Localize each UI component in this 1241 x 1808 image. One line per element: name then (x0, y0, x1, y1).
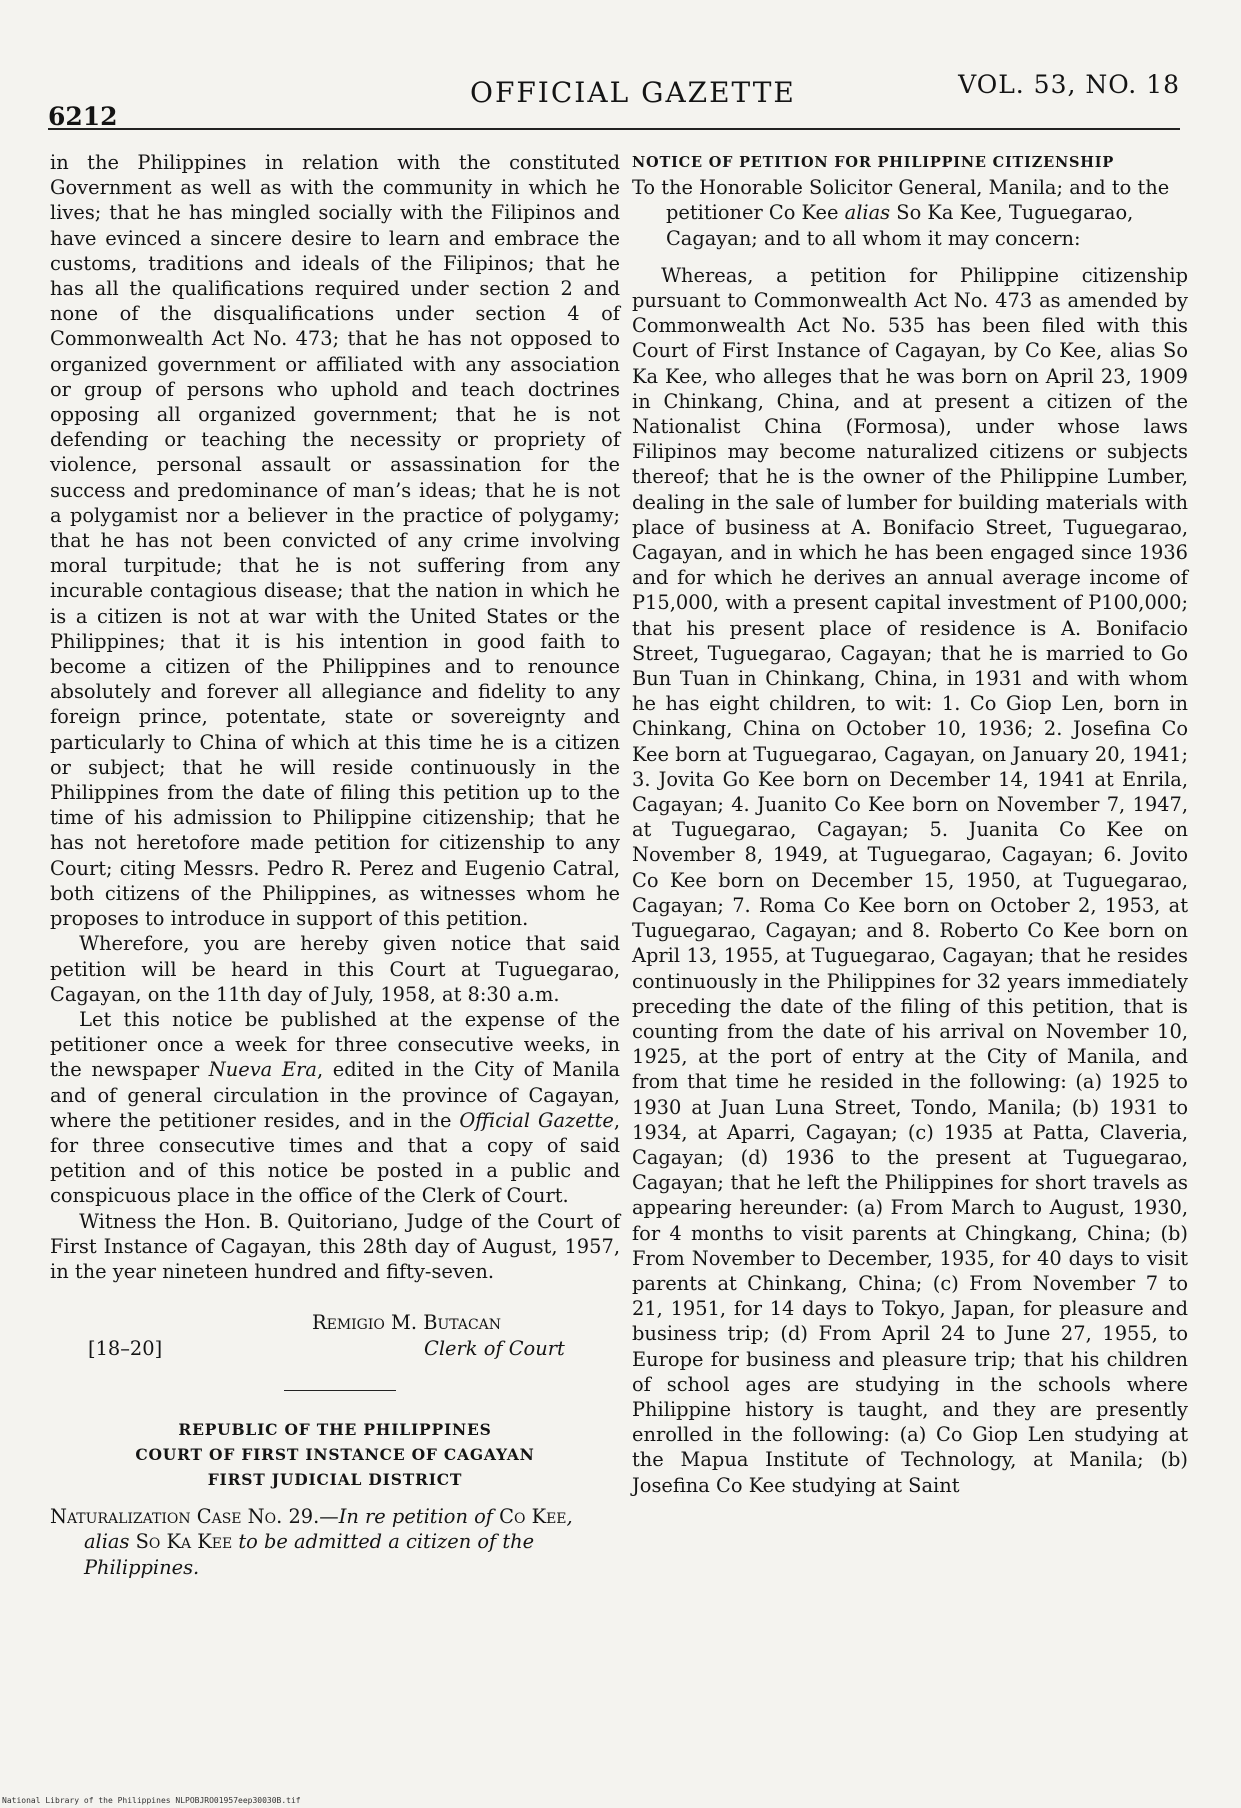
case-purpose: to be admitted a citizen of the Philippines. (83, 1530, 535, 1579)
section-divider (284, 1390, 396, 1391)
notice-title: NOTICE OF PETITION FOR PHILIPPINE CITIZENSHIP (632, 154, 1115, 171)
left-column (50, 150, 620, 1580)
petition-body: Whereas, a petition for Philippine citizenship pursuant to Commonwealth Act No. 473 as amended by Commonwealth Act No. 535 has been filed with this Court of First Instance of Cagayan, by Co Kee, alias So Ka Kee, who alleges that he was born on April 23, 1909 in Chinkang, China, and at present a citizen of the Nationalist China (Formosa), under whose laws Filipinos may become naturalized citizens or subjects thereof; that he is the owner of the Philippine Lumber, dealing in the sale of lumber for building materials with place of business at A. Bonifacio Street, Tuguegarao, Cagayan, and in which he has been engaged since 1936 and for which he derives an annual average income of P15,000, with a present capital investment of P100,000; that his present place of residence is A. Bonifacio Street, Tuguegarao, Cagayan; that he is married to Go Bun Tuan in Chinkang, China, in 1931 and with whom he has eight children, to wit: 1. Co Giop Len, born in Chinkang, China on October 10, 1936; 2. Josefina Co Kee born at Tuguegarao, Cagayan, on January 20, 1941; 3. Jovita Go Kee born on December 14, 1941 at Enrila, Cagayan; 4. Juanito Co Kee born on November 7, 1947, at Tuguegarao, Cagayan; 5. Juanita Co Kee on November 8, 1949, at Tuguegarao, Cagayan; 6. Jovito Co Kee born on December 15, 1950, at Tuguegarao, Cagayan; 7. Roma Co Kee born on October 2, 1953, at Tuguegarao, Cagayan; and 8. Roberto Co Kee born on April 13, 1955, at Tuguegarao, Cagayan; that he resides continuously in the Philippines for 32 years immediately preceding the date of the filing of this petition, that is counting from the date of his arrival on November 10, 1925, at the port of entry at the City of Manila, and from that time he resided in the following: (a) 1925 to 1930 at Juan Luna Street, Tondo, Manila; (b) 1931 to 1934, at Aparri, Cagayan; (c) 1935 at Patta, Claveria, Cagayan; (d) 1936 to the present at Tuguegarao, Cagayan; that he left the Philippines for short travels as appearing hereunder: (a) From March to August, 1930, for 4 months to visit parents at Chingkang, China; (b) From November to December, 1935, for 40 days to visit parents at Chinkang, China; (c) From November 7 to 21, 1951, for 14 days to Tokyo, Japan, for pleasure and business trip; (d) From April 24 to June 27, 1955, to Europe for business and pleasure trip; that his children of school ages are studying in the schools where Philippine history is taught, and they are presently enrolled in the following: (a) Co Giop Len studying at the Mapua Institute of Technology, at Manila; (b) Josefina Co Kee studying at Saint (632, 263, 1188, 1497)
signatory-title: Clerk of Court (424, 1337, 565, 1361)
witness-clause: Witness the Hon. B. Quitoriano, Judge of the Court of First Instance of Cagayan, this 28th day of August, 1957, in the year nineteen hundred and fifty-seven. (50, 1209, 620, 1283)
publication-text-a: Let this notice be published at the expense of the petitioner once a week for three consecutive weeks, in the newspaper (50, 1007, 620, 1082)
petitioner-alias: So Ka Kee (135, 1530, 233, 1554)
page-header (48, 68, 1180, 131)
signatory-name: Remigio M. Butacan (312, 1311, 502, 1335)
court-header-line2: COURT OF FIRST INSTANCE OF CAGAYAN (135, 1445, 535, 1465)
publication-text-c: , for three consecutive times and that a copy of said petition and of this notice be posted in a public and conspicuous place in the office of the Clerk of Court. (50, 1108, 620, 1208)
scan-footer: National Library of the Philippines NLPOBJRO01957eep30030B.tif (2, 1796, 301, 1805)
petition-continuation: in the Philippines in relation with the constituted Government as well as with the community in which he lives; that he has mingled socially with the Filipinos and have evinced a sincere desire to learn and embrace the customs, traditions and ideals of the Filipinos; that he has all the qualifications required under section 2 and none of the disqualifications under section 4 of Commonwealth Act No. 473; that he has not opposed to organized government or affiliated with any association or group of persons who uphold and teach doctrines opposing all organized government; that he is not defending or teaching the necessity or propriety of violence, personal assault or assassination for the success and predominance of man’s ideas; that he is not a polygamist nor a believer in the practice of polygamy; that he has not been convicted of any crime involving moral turpitude; that he is not suffering from any incurable contagious disease; that the nation in which he is a citizen is not at war with the United States or the Philippines; that it is his intention in good faith to become a citizen of the Philippines and to renounce absolutely and forever all allegiance and fidelity to any foreign prince, potentate, state or sovereignty and particularly to China of which at this time he is a citizen or subject; that he will reside continuously in the Philippines from the date of filing this petition up to the time of his admission to Philippine citizenship; that he has not heretofore made petition for citizenship to any Court; citing Messrs. Pedro R. Perez and Eugenio Catral, both citizens of the Philippines, as witnesses whom he proposes to introduce in support of this petition. (50, 151, 620, 931)
court-header-line3: FIRST JUDICIAL DISTRICT (207, 1470, 463, 1490)
gazette-name: Official Gazette (459, 1108, 614, 1132)
right-column (632, 150, 1188, 1498)
header-rule (48, 128, 1180, 130)
case-in-re: In re petition of (338, 1505, 500, 1529)
address-text-a: To the Honorable Solicitor General, Manila; and to the petitioner Co Kee (632, 176, 1170, 225)
notice-address (632, 175, 1188, 251)
case-dash: — (319, 1505, 339, 1529)
publication-order (50, 1007, 620, 1209)
hearing-notice: Wherefore, you are hereby given notice that said petition will be heard in this Court at Tuguegarao, Cagayan, on the 11th day of July, 1958, at 8:30 a.m. (50, 932, 620, 1006)
case-alias: , alias (83, 1505, 573, 1554)
case-caption (50, 1504, 620, 1580)
newspaper-name: Nueva Era (208, 1058, 317, 1082)
page-number: 6212 (48, 102, 118, 131)
publication-title: OFFICIAL GAZETTE (470, 76, 796, 109)
volume-number: VOL. 53, NO. 18 (958, 70, 1180, 99)
case-label: Naturalization Case No. 29. (50, 1505, 320, 1529)
issue-code: [18–20] (88, 1337, 163, 1361)
petitioner-name: Co Kee (499, 1505, 567, 1529)
address-text-b: So Ka Kee, Tuguegarao, Cagayan; and to all whom it may concern: (665, 201, 1134, 250)
address-alias: alias (844, 201, 891, 225)
publication-text-b: , edited in the City of Manila and of general circulation in the province of Cagayan, where the petitioner resides, and in the (50, 1058, 620, 1132)
court-header-line1: REPUBLIC OF THE PHILIPPINES (178, 1420, 492, 1440)
signature-block (50, 1310, 620, 1366)
